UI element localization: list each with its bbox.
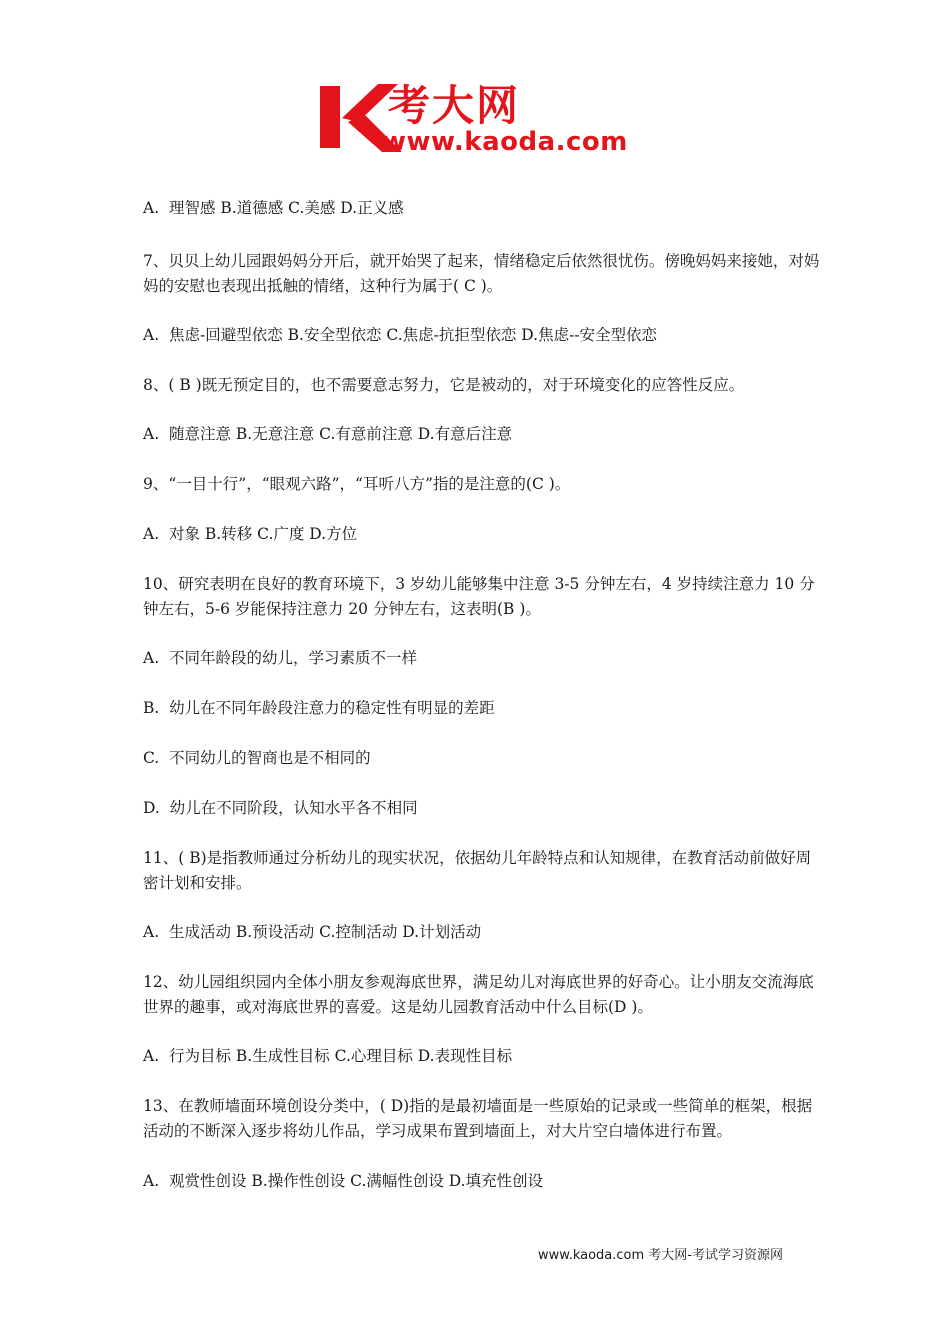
- option-10b: B. 幼儿在不同年龄段注意力的稳定性有明显的差距: [143, 699, 495, 717]
- options-q13: A. 观赏性创设 B.操作性创设 C.满幅性创设 D.填充性创设: [143, 1172, 544, 1190]
- options-q7: A. 焦虑-回避型依恋 B.安全型依恋 C.焦虑-抗拒型依恋 D.焦虑--安全型依恋: [143, 326, 658, 344]
- option-10a: A. 不同年龄段的幼儿，学习素质不一样: [143, 649, 417, 667]
- question-13: 13、在教师墙面环境创设分类中，( D)指的是最初墙面是一些原始的记录或一些简单的框架，根据活动的不断深入逐步将幼儿作品，学习成果布置到墙面上，对大片空白墙体进行布置。: [143, 1097, 813, 1140]
- site-logo: [318, 82, 638, 162]
- option-10c: C. 不同幼儿的智商也是不相同的: [143, 749, 371, 767]
- options-q11: A. 生成活动 B.预设活动 C.控制活动 D.计划活动: [143, 923, 482, 941]
- options-q12: A. 行为目标 B.生成性目标 C.心理目标 D.表现性目标: [143, 1047, 513, 1065]
- question-7: 7、贝贝上幼儿园跟妈妈分开后，就开始哭了起来，情绪稳定后依然很忧伤。傍晚妈妈来接她，对妈妈的安慰也表现出抵触的情绪，这种行为属于( C )。: [143, 252, 820, 295]
- question-12: 12、幼儿园组织园内全体小朋友参观海底世界，满足幼儿对海底世界的好奇心。让小朋友交流海底世界的趣事，或对海底世界的喜爱。这是幼儿园教育活动中什么目标(D )。: [143, 973, 814, 1016]
- question-8: 8、( B )既无预定目的，也不需要意志努力，它是被动的，对于环境变化的应答性反应。: [143, 376, 745, 394]
- option-10d: D. 幼儿在不同阶段，认知水平各不相同: [143, 799, 418, 817]
- question-10: 10、研究表明在良好的教育环境下，3 岁幼儿能够集中注意 3-5 分钟左右，4 岁持续注意力 10 分钟左右，5-6 岁能保持注意力 20 分钟左右，这表明(B )。: [143, 575, 815, 618]
- footer-site-text: www.kaoda.com 考大网-考试学习资源网: [538, 1248, 783, 1263]
- options-q8: A. 随意注意 B.无意注意 C.有意前注意 D.有意后注意: [143, 425, 513, 443]
- question-9: 9、“一目十行”，“眼观六路”，“耳听八方”指的是注意的(C )。: [143, 475, 571, 493]
- options-q6: A. 理智感 B.道德感 C.美感 D.正义感: [143, 199, 404, 217]
- options-q9: A. 对象 B.转移 C.广度 D.方位: [143, 525, 358, 543]
- question-11: 11、( B)是指教师通过分析幼儿的现实状况，依据幼儿年龄特点和认知规律，在教育活动前做好周密计划和安排。: [143, 849, 812, 892]
- logo-url-text: www.kaoda.com: [382, 127, 628, 157]
- logo-chinese-text: 考大网: [388, 81, 521, 130]
